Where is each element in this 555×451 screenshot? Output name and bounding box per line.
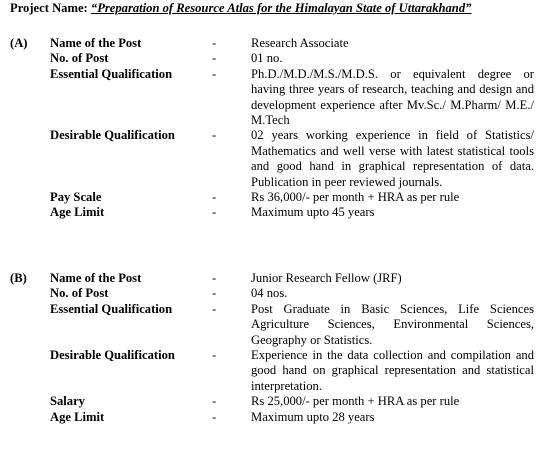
field-label: Desirable Qualification <box>50 128 175 143</box>
row-salary <box>0 394 555 409</box>
row-name-of-post <box>0 271 555 286</box>
separator-dash: - <box>212 348 217 363</box>
field-label: No. of Post <box>50 286 109 301</box>
field-label: Age Limit <box>50 409 105 424</box>
field-label: Name of the Post <box>50 36 142 50</box>
field-value: Junior Research Fellow (JRF) <box>251 271 402 285</box>
section-b-label: (B) <box>10 271 27 285</box>
separator-dash: - <box>212 51 217 66</box>
separator-dash: - <box>212 36 217 50</box>
project-name-label: Project Name: <box>10 1 88 15</box>
field-value: Maximum upto 45 years <box>251 205 375 220</box>
row-age-limit <box>0 205 555 220</box>
field-label: Essential Qualification <box>50 66 173 81</box>
row-no-of-post <box>0 51 555 66</box>
project-name-line <box>10 1 471 16</box>
field-label: Essential Qualification <box>50 301 173 316</box>
field-value: Maximum upto 28 years <box>251 409 375 424</box>
separator-dash: - <box>212 409 217 424</box>
field-value: Rs 36,000/- per month + HRA as per rule <box>251 190 460 205</box>
section-a-label: (A) <box>10 36 28 50</box>
row-essential-qualification <box>0 302 555 348</box>
row-desirable-qualification <box>0 348 555 394</box>
separator-dash: - <box>212 66 217 81</box>
field-value: 04 nos. <box>251 286 288 301</box>
field-label: Salary <box>50 394 85 409</box>
field-label: Age Limit <box>50 205 105 220</box>
separator-dash: - <box>212 301 217 316</box>
separator-dash: - <box>212 128 217 143</box>
field-label: No. of Post <box>50 51 109 66</box>
separator-dash: - <box>212 190 217 205</box>
row-essential-qualification <box>0 67 555 129</box>
field-value: Post Graduate in Basic Sciences, Life Sciences Agriculture Sciences, Environmental Sciences, Geography or Statistics. <box>251 301 534 347</box>
section-b <box>0 271 555 425</box>
field-value: 01 no. <box>251 51 283 66</box>
separator-dash: - <box>212 394 217 409</box>
field-value: Rs 25,000/- per month + HRA as per rule <box>251 394 460 409</box>
row-desirable-qualification <box>0 128 555 190</box>
project-title: “Preparation of Resource Atlas for the Himalayan State of Uttarakhand” <box>90 1 472 15</box>
field-label: Pay Scale <box>50 190 102 205</box>
row-age-limit <box>0 410 555 425</box>
field-value: Experience in the data collection and compilation and good hand on graphical representation and statistical interpretation. <box>251 348 534 393</box>
field-value: Ph.D./M.D./M.S./M.D.S. or equivalent degree or having three years of research, teaching and design and development experience after Mv.Sc./ M.Pharm/ M.E./ M.Tech <box>251 66 534 128</box>
row-name-of-post <box>0 36 555 51</box>
field-value: Research Associate <box>251 36 349 50</box>
separator-dash: - <box>212 271 217 285</box>
separator-dash: - <box>212 205 217 220</box>
field-label: Desirable Qualification <box>50 348 175 363</box>
separator-dash: - <box>212 286 217 301</box>
field-value: 02 years working experience in field of Statistics/ Mathematics and well verse with latest statistical tools and good hand in graphical representation of data. Publication in peer reviewed journals. <box>251 128 534 189</box>
row-no-of-post <box>0 286 555 301</box>
field-label: Name of the Post <box>50 271 142 285</box>
row-pay-scale <box>0 190 555 205</box>
section-a <box>0 36 555 221</box>
